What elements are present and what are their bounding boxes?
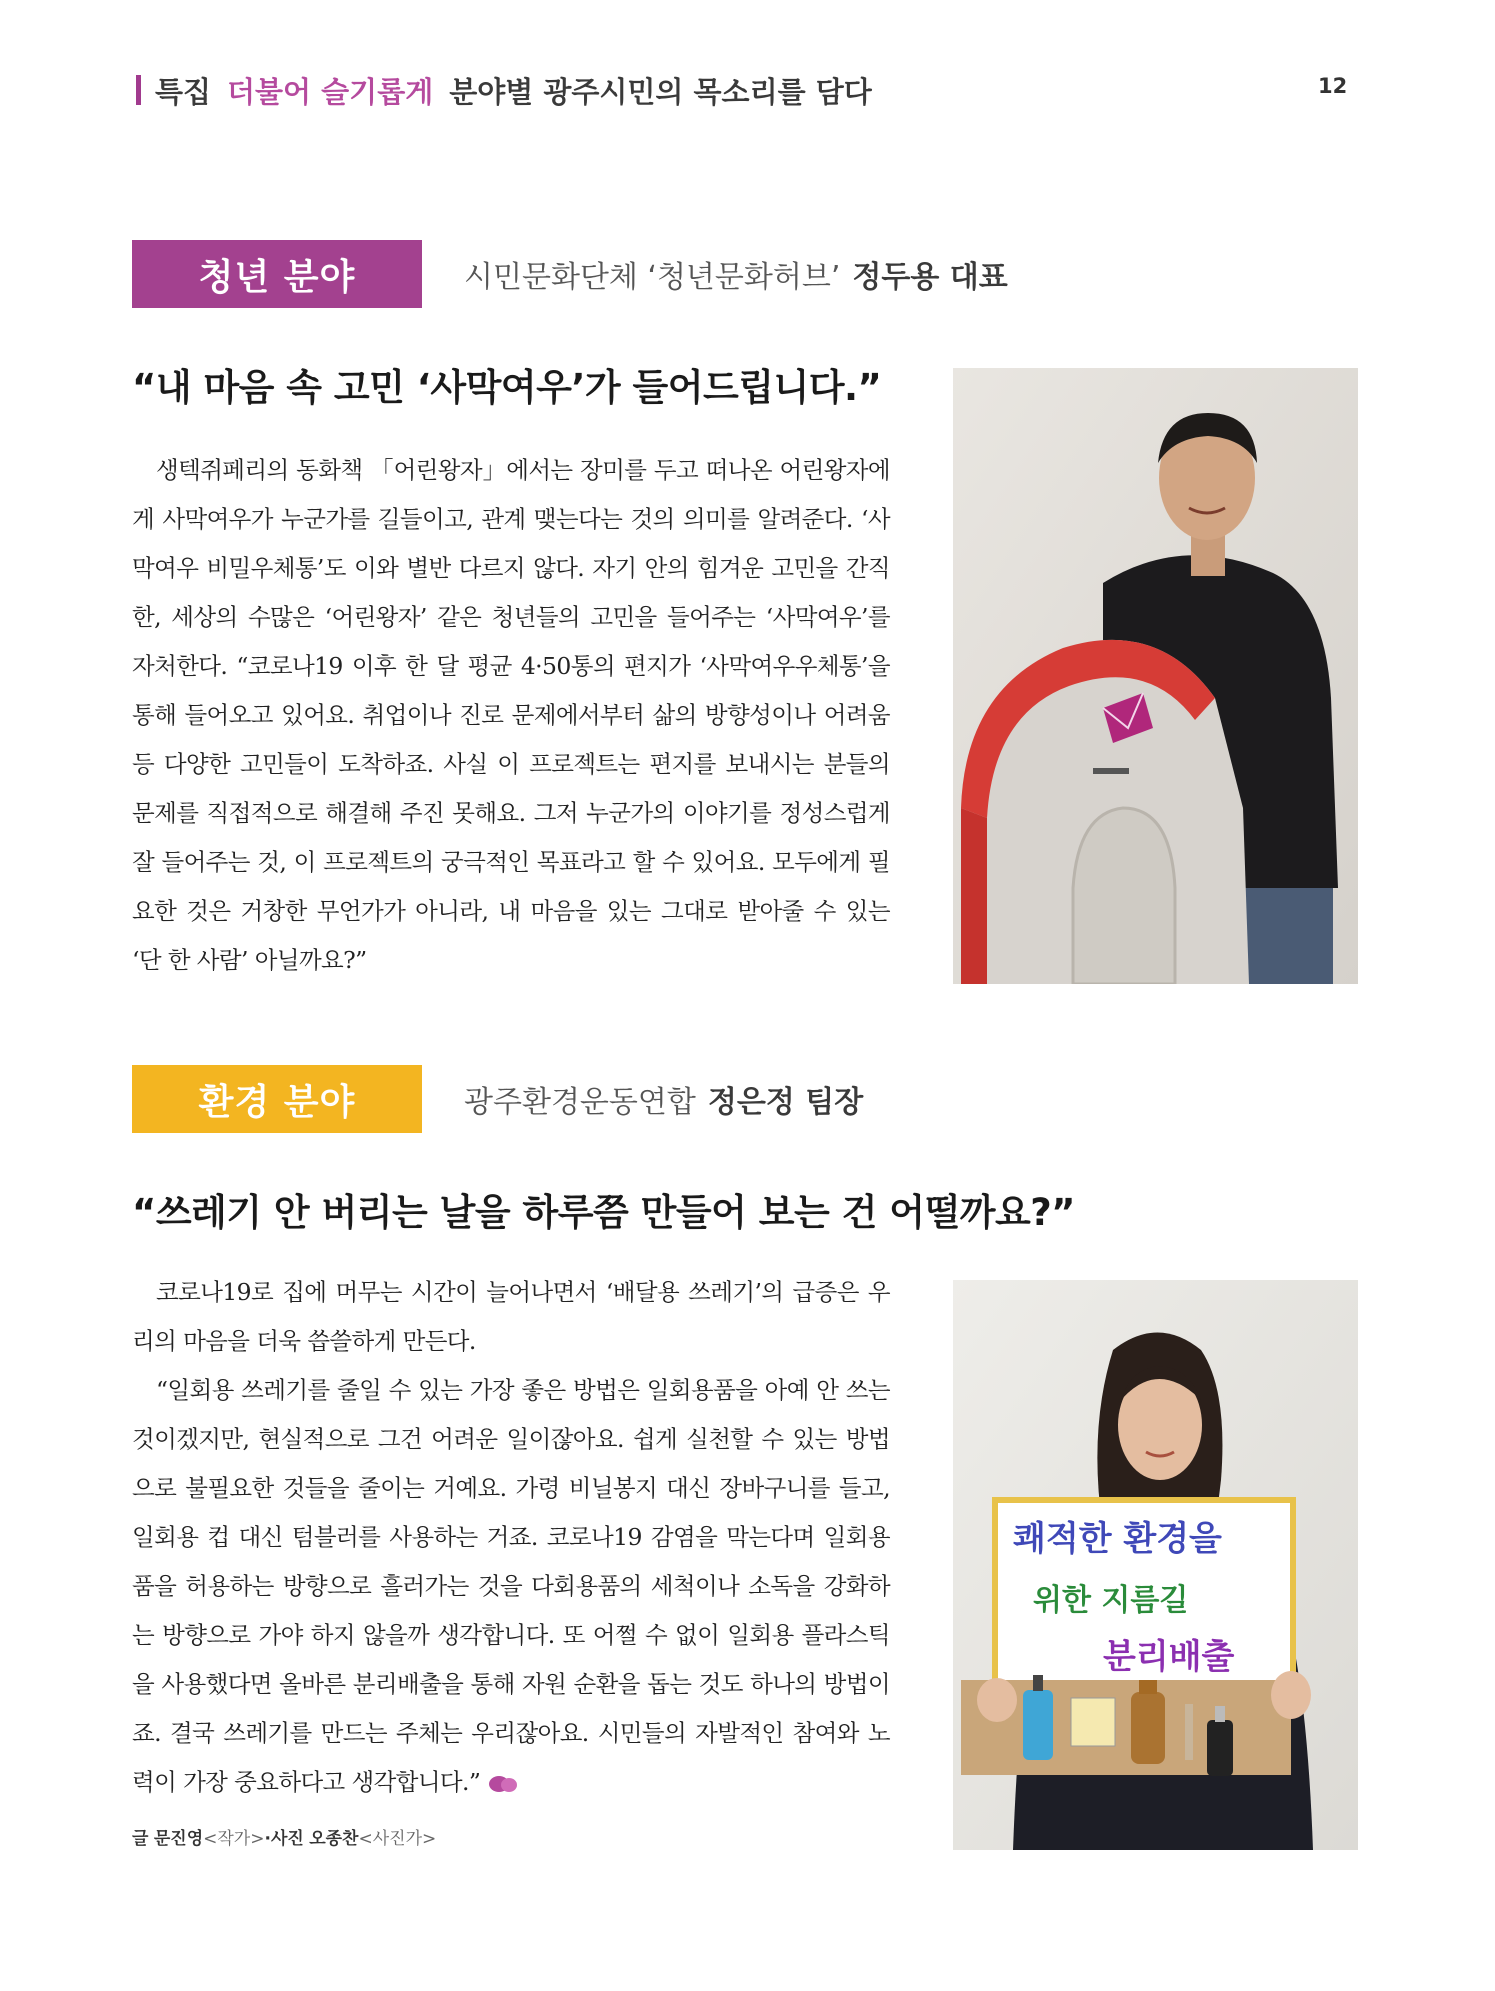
credit-separator: · [264,1829,271,1849]
youth-photo [953,368,1358,984]
env-person: 정은정 팀장 [707,1085,864,1120]
youth-person: 정두용 대표 [852,260,1008,295]
page-number: 12 [1318,74,1348,98]
credit-writer-label: 글 [132,1829,149,1849]
credit-photographer-role: <사진가> [358,1829,437,1849]
youth-photo-illustration [953,368,1358,984]
article-end-icon [488,1775,518,1793]
env-org: 광주환경운동연합 [464,1085,696,1120]
credit-photographer: 오종찬 [309,1829,359,1849]
sign-line-2: 위한 지름길 [1033,1583,1189,1618]
youth-byline [464,240,1008,308]
credit-photo-label: 사진 [270,1829,304,1849]
credit-writer: 문진영 [153,1829,204,1849]
youth-quote-title: “내 마음 속 고민 ‘사막여우’가 들어드립니다.” [132,366,882,409]
youth-org: 시민문화단체 ‘청년문화허브’ [464,260,841,295]
header-section: 특집 [155,74,212,109]
credit-writer-role: <작가> [203,1829,265,1849]
header-accent: 더불어 슬기롭게 [227,74,434,109]
env-paragraph-1: 코로나19로 집에 머무는 시간이 늘어나면서 ‘배달용 쓰레기’의 급증은 우리의 마음을 더욱 씁쓸하게 만든다. [132,1278,890,1355]
env-paragraph-2-text: “일회용 쓰레기를 줄일 수 있는 가장 좋은 방법은 일회용품을 아예 안 쓰는 것이겠지만, 현실적으로 그건 어려운 일이잖아요. 쉽게 실천할 수 있는 방법으로 불필요한 것들을 줄이는 거예요. 가령 비닐봉지 대신 장바구니를 들고, 일회용 컵 대신 텀블러를 사용하는 거죠. 코로나19 감염을 막는다며 일회용품을 허용하는 방향으로 흘러가는 것을 다회용품의 세척이나 소독을 강화하는 방향으로 가야 하지 않을까 생각합니다. 또 어쩔 수 없이 일회용 플라스틱을 사용했다면 올바른 분리배출을 통해 자원 순환을 돕는 것도 하나의 방법이죠. 결국 쓰레기를 만드는 주체는 우리잖아요. 시민들의 자발적인 참여와 노력이 가장 중요하다고 생각합니다.” [132,1376,890,1796]
page-header [136,70,872,110]
env-tag: 환경 분야 [132,1065,422,1133]
sign-line-1: 쾌적한 환경을 [1013,1519,1222,1559]
env-photo [953,1280,1358,1850]
youth-paragraph: 생텍쥐페리의 동화책 「어린왕자」에서는 장미를 두고 떠나온 어린왕자에게 사막여우가 누군가를 길들이고, 관계 맺는다는 것의 의미를 알려준다. ‘사막여우 비밀우체통’도 이와 별반 다르지 않다. 자기 안의 힘겨운 고민을 간직한, 세상의 수많은 ‘어린왕자’ 같은 청년들의 고민을 들어주는 ‘사막여우’를 자처한다. “코로나19 이후 한 달 평균 4·50통의 편지가 ‘사막여우우체통’을 통해 들어오고 있어요. 취업이나 진로 문제에서부터 삶의 방향성이나 어려움 등 다양한 고민들이 도착하죠. 사실 이 프로젝트는 편지를 보내시는 분들의 문제를 직접적으로 해결해 주진 못해요. 그저 누군가의 이야기를 정성스럽게 잘 들어주는 것, 이 프로젝트의 궁극적인 목표라고 할 수 있어요. 모두에게 필요한 것은 거창한 무언가가 아니라, 내 마음을 있는 그대로 받아줄 수 있는 ‘단 한 사람’ 아닐까요?” [132,456,890,974]
env-paragraph-2 [132,1366,890,1807]
header-subtitle: 분야별 광주시민의 목소리를 담다 [449,74,872,109]
sign-line-3: 분리배출 [1103,1637,1235,1677]
env-quote-title: “쓰레기 안 버리는 날을 하루쯤 만들어 보는 건 어떨까요?” [132,1191,1075,1234]
env-article [132,1268,890,1807]
env-byline [464,1065,863,1133]
youth-article [132,446,890,985]
env-photo-illustration [953,1280,1358,1850]
youth-tag: 청년 분야 [132,240,422,308]
credit-line [132,1824,436,1849]
header-bar [136,75,141,105]
